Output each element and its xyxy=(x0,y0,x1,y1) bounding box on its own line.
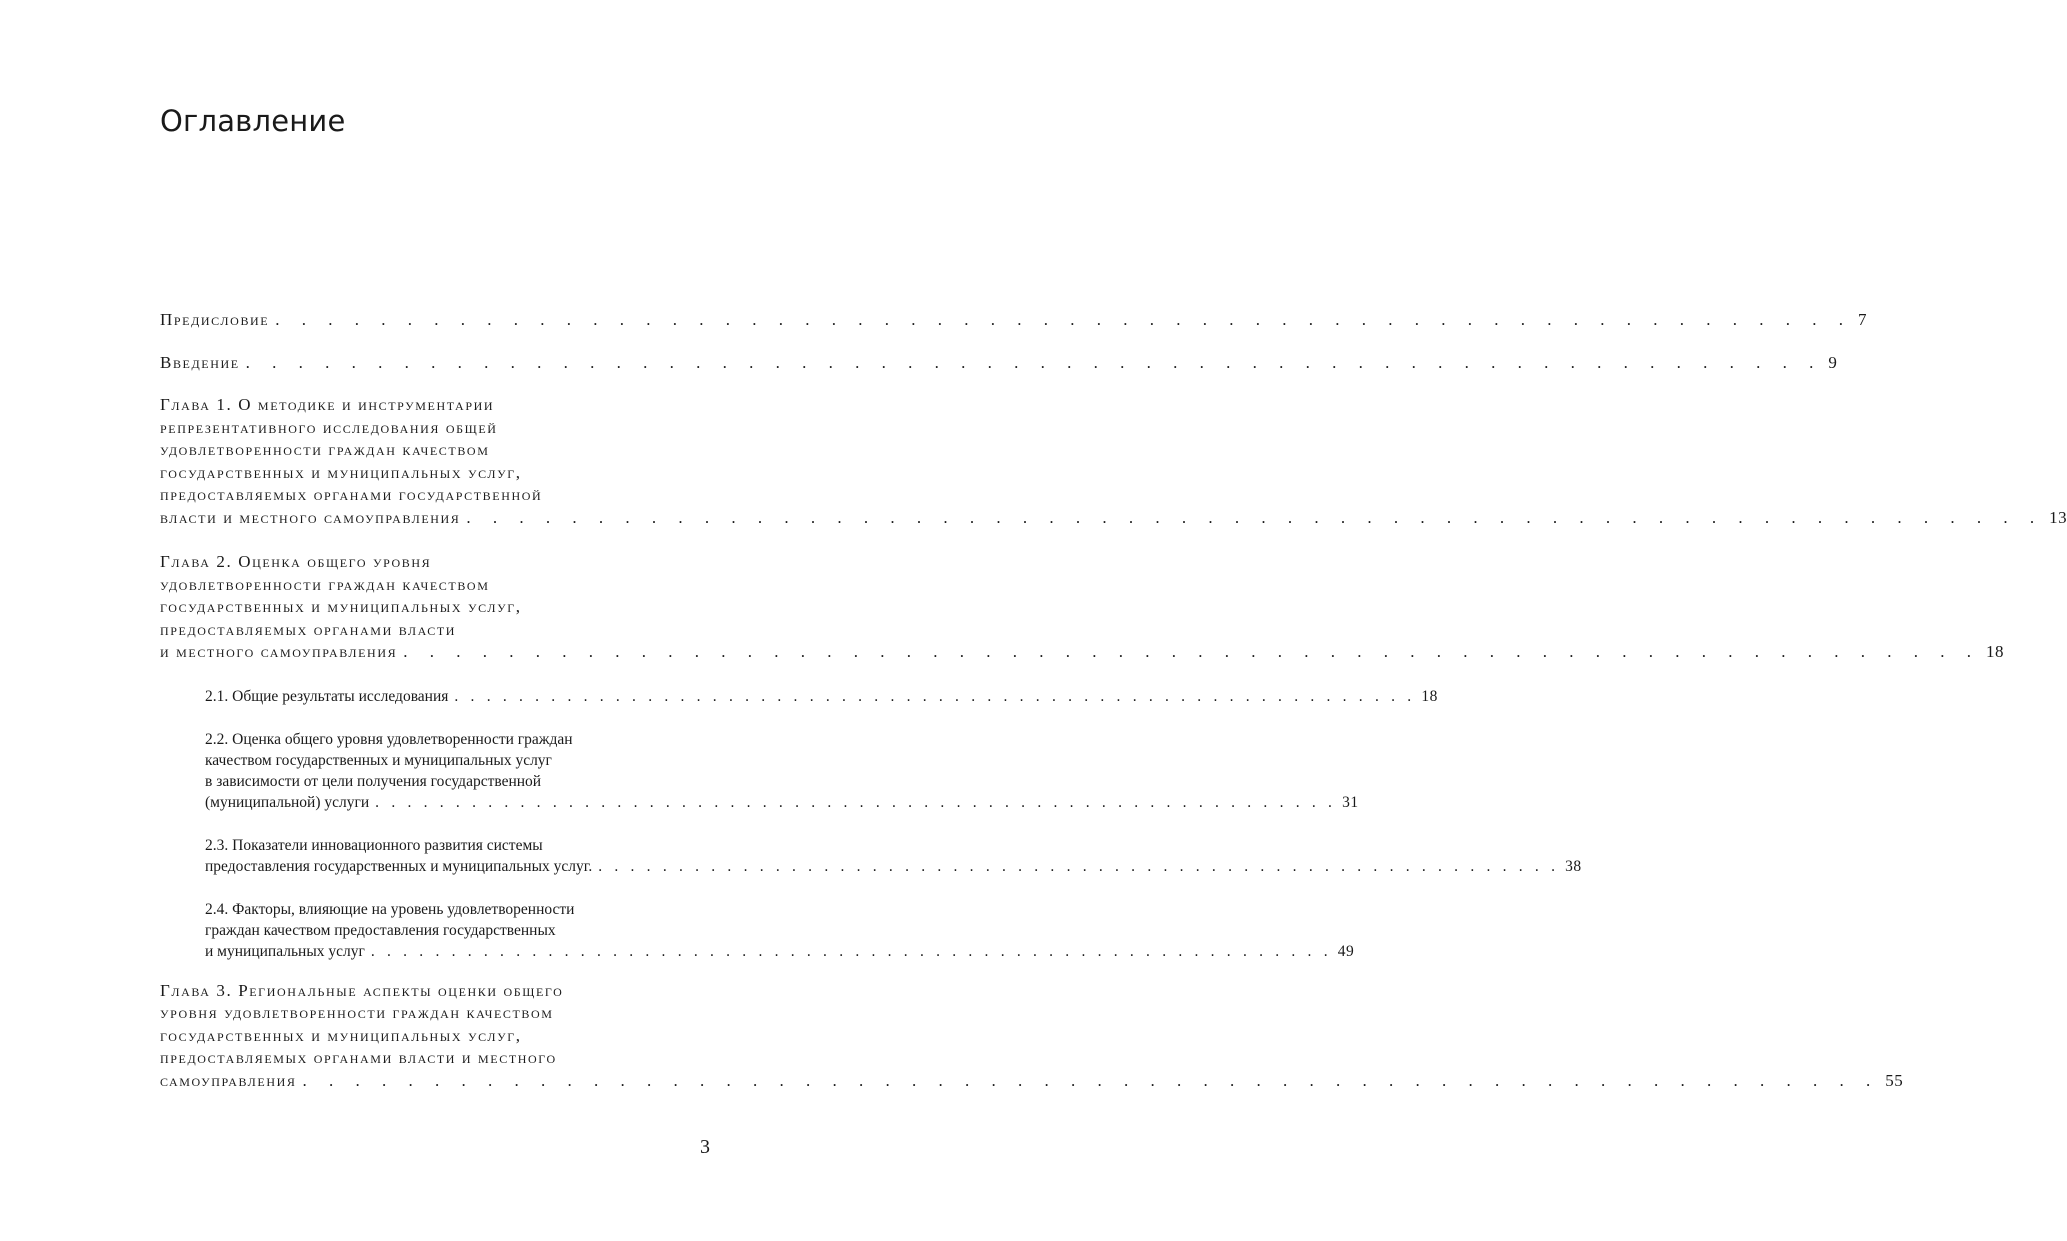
toc-entry-line: предоставляемых органами власти xyxy=(160,619,457,639)
toc-entry-line: Глава 2. Оценка общего уровня xyxy=(160,552,432,571)
toc-entry-chapter-3[interactable] xyxy=(160,980,1904,1093)
toc-entry-line: предоставляемых органами власти и местного xyxy=(160,1048,557,1067)
dot-leader: . . . . . . . . . . . . . . . . . . . . . . . . . . . . . . . . . . . . . . . . . . . . . . . . . . . . . . . . . . . . xyxy=(302,1070,1880,1090)
toc-entry-introduction[interactable] xyxy=(160,352,1838,375)
toc-page-number: 55 xyxy=(1885,1070,1904,1090)
dot-leader: . . . . . . . . . . . . . . . . . . . . . . . . . . . . . . . . . . . . . . . . . . . . . . . . . . . . . . . . . . . . xyxy=(245,352,1823,372)
toc-entry-line: государственных и муниципальных услуг, xyxy=(160,597,522,616)
toc-entry-line: предоставления государственных и муниципальных услуг. xyxy=(205,857,593,875)
toc-entry-chapter-1[interactable] xyxy=(160,394,2067,529)
toc-page-number: 18 xyxy=(1985,642,2004,661)
dot-leader: . . . . . . . . . . . . . . . . . . . . . . . . . . . . . . . . . . . . . . . . . . . . . . . . . . . . . . . . . . . . xyxy=(466,507,2044,527)
toc-entry-line: 2.4. Факторы, влияющие на уровень удовлетворенности xyxy=(205,900,575,918)
toc-entry-line: власти и местного самоуправления xyxy=(160,507,461,527)
dot-leader: . . . . . . . . . . . . . . . . . . . . . . . . . . . . . . . . . . . . . . . . . . . . . . . . . . . . . . . . . . . . xyxy=(275,310,1852,329)
toc-entry-line: и местного самоуправления xyxy=(160,642,398,661)
toc-page-number: 38 xyxy=(1565,857,1582,875)
toc-entry-line: 2.3. Показатели инновационного развития системы xyxy=(205,836,543,854)
toc-entry-line: Глава 1. О методике и инструментарии xyxy=(160,395,495,414)
toc-entry-section-2-2[interactable] xyxy=(205,729,1359,813)
toc-entry-line: качеством государственных и муниципальных услуг xyxy=(205,751,552,769)
toc-entry-line: репрезентативного исследования общей xyxy=(160,417,498,437)
toc-entry-line: предоставляемых органами государственной xyxy=(160,485,543,504)
toc-page-number: 13 xyxy=(2049,507,2067,527)
toc-entry-title: Предисловие xyxy=(160,310,270,329)
toc-entry-line: удовлетворенности граждан качеством xyxy=(160,574,490,594)
page-title: Оглавление xyxy=(160,104,346,138)
toc-entry-line: в зависимости от цели получения государственной xyxy=(205,772,542,790)
toc-entry-line: самоуправления xyxy=(160,1070,297,1090)
dot-leader: . . . . . . . . . . . . . . . . . . . . . . . . . . . . . . . . . . . . . . . . . . . . . . . . . . . . . . . . . . . . xyxy=(403,642,1980,661)
toc-page-number: 31 xyxy=(1342,793,1359,811)
toc-page-number: 18 xyxy=(1421,687,1438,705)
toc-entry-title: 2.1. Общие результаты исследования xyxy=(205,687,449,705)
toc-entry-section-2-4[interactable] xyxy=(205,899,1355,962)
dot-leader: . . . . . . . . . . . . . . . . . . . . . . . . . . . . . . . . . . . . . . . . . . . . . . . . . . . . . . . . . . . . xyxy=(598,857,1560,875)
toc-entry-line: и муниципальных услуг xyxy=(205,942,365,960)
toc-entry-line: государственных и муниципальных услуг, xyxy=(160,462,522,482)
toc-entry-line: (муниципальной) услуги xyxy=(205,793,370,811)
table-of-contents xyxy=(160,309,2067,1092)
dot-leader: . . . . . . . . . . . . . . . . . . . . . . . . . . . . . . . . . . . . . . . . . . . . . . . . . . . . . . . . . . . . xyxy=(375,793,1337,811)
toc-entry-chapter-2[interactable] xyxy=(160,551,2004,664)
toc-entry-preface[interactable] xyxy=(160,309,1867,332)
toc-entry-section-2-1[interactable] xyxy=(205,686,1438,707)
toc-page-number: 9 xyxy=(1828,352,1838,372)
dot-leader: . . . . . . . . . . . . . . . . . . . . . . . . . . . . . . . . . . . . . . . . . . . . . . . . . . . . . . . . . . . . xyxy=(370,942,1332,960)
toc-entry-line: Глава 3. Региональные аспекты оценки общего xyxy=(160,980,564,1000)
dot-leader: . . . . . . . . . . . . . . . . . . . . . . . . . . . . . . . . . . . . . . . . . . . . . . . . . . . . . . . . . . . . xyxy=(454,687,1416,705)
toc-entry-line: уровня удовлетворенности граждан качеством xyxy=(160,1003,554,1022)
toc-entry-title: Введение xyxy=(160,352,240,372)
page-number: 3 xyxy=(700,1136,710,1158)
toc-entry-line: государственных и муниципальных услуг, xyxy=(160,1025,522,1045)
toc-entry-line: удовлетворенности граждан качеством xyxy=(160,440,490,459)
toc-entry-line: 2.2. Оценка общего уровня удовлетворенности граждан xyxy=(205,730,573,748)
toc-page-number: 49 xyxy=(1337,942,1355,960)
toc-page-number: 7 xyxy=(1858,310,1867,329)
toc-entry-section-2-3[interactable] xyxy=(205,835,1582,877)
toc-entry-line: граждан качеством предоставления государственных xyxy=(205,921,556,939)
